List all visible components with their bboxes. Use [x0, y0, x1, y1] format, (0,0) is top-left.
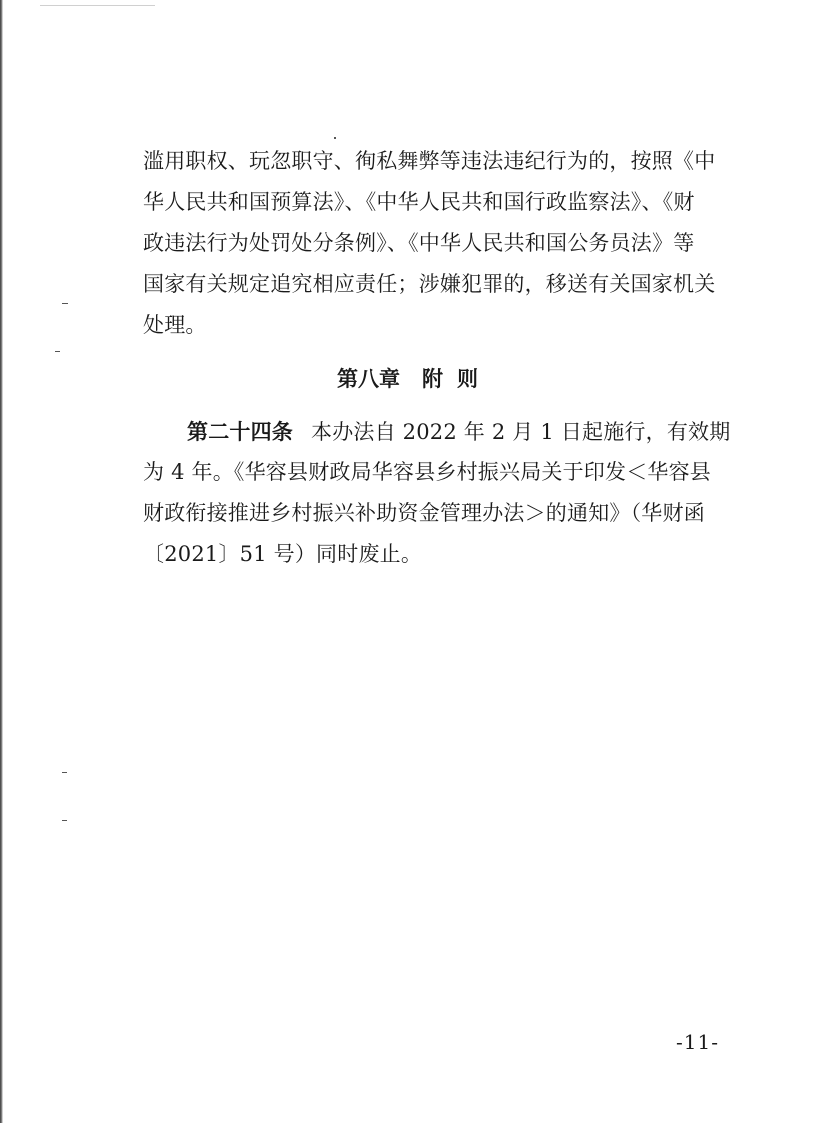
body-text-line: 滥用职权、玩忽职守、徇私舞弊等违法违纪行为的，按照《中	[143, 149, 716, 173]
body-text-line: 处理。	[143, 313, 207, 337]
chapter-title-char: 附	[422, 367, 443, 391]
body-text-line: 政违法行为处罚处分条例》、《中华人民共和国公务员法》等	[143, 231, 695, 255]
article-text: 本办法自 2022 年 2 月 1 日起施行，有效期	[311, 420, 731, 444]
body-text-line: 华人民共和国预算法》、《中华人民共和国行政监察法》、《财	[143, 190, 695, 214]
chapter-heading	[0, 363, 815, 395]
scan-speck	[62, 820, 67, 821]
scan-speck	[55, 351, 60, 352]
body-text-line: 为 4 年。《华容县财政局华容县乡村振兴局关于印发＜华容县	[143, 460, 712, 484]
chapter-title-char: 则	[457, 367, 478, 391]
scan-speck	[62, 303, 68, 304]
scan-artifact-line	[40, 5, 155, 6]
body-text-line: 国家有关规定追究相应责任；涉嫌犯罪的，移送有关国家机关	[143, 272, 716, 296]
page-number: -11-	[676, 1030, 719, 1054]
body-text-line: 财政衔接推进乡村振兴补助资金管理办法＞的通知》（华财函	[143, 501, 705, 525]
scan-speck	[62, 772, 67, 773]
article-label: 第二十四条	[187, 420, 293, 444]
body-text-line: 〔2021〕51 号）同时废止。	[143, 542, 423, 566]
scan-speck	[334, 137, 336, 139]
chapter-number: 第八章	[337, 367, 400, 391]
scan-shadow-edge	[0, 0, 3, 1123]
article-first-line	[187, 416, 767, 448]
